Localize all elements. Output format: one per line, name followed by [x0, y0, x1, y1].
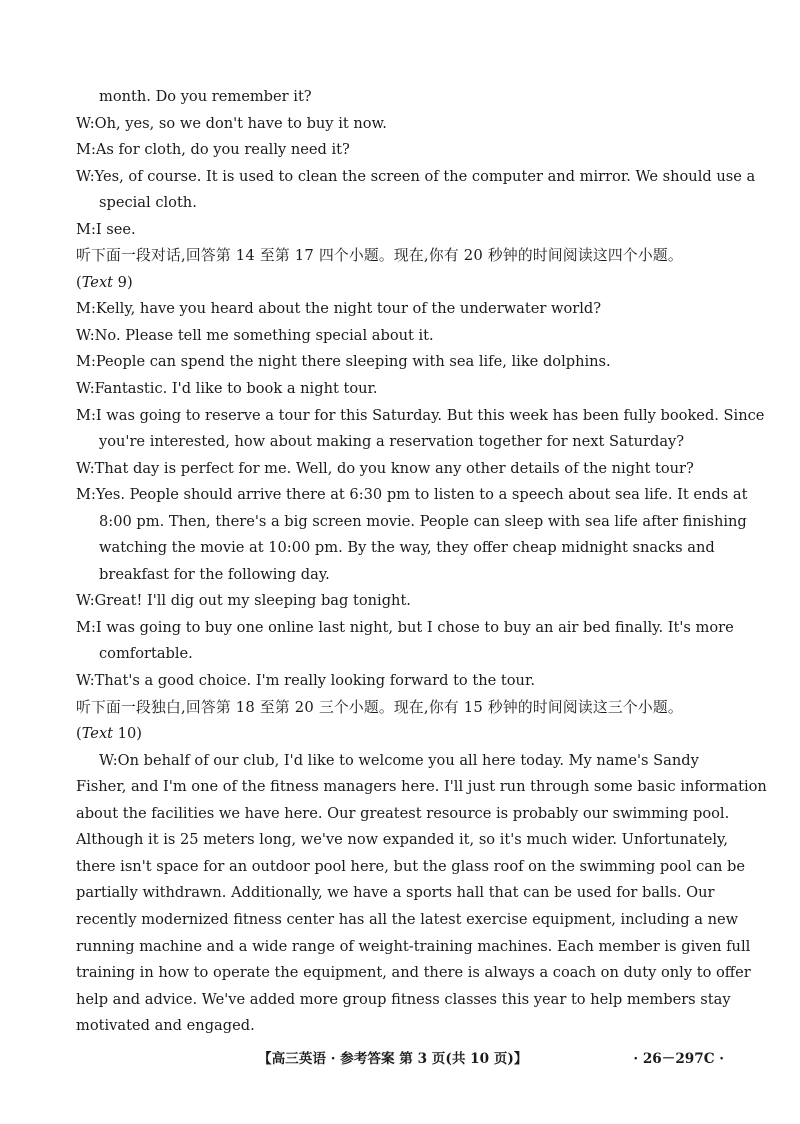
monologue-line: recently modernized fitness center has all the latest exercise equipment, including a new	[76, 910, 739, 928]
continuation-line: watching the movie at 10:00 pm. By the way, they offer cheap midnight snacks and	[99, 539, 715, 557]
speaker-line: M:I was going to buy one online last night, but I chose to buy an air bed finally. It's more	[76, 618, 734, 636]
speaker-line: M:As for cloth, do you really need it?	[76, 141, 350, 159]
continuation-line: you're interested, how about making a reservation together for next Saturday?	[99, 433, 685, 451]
text-label: (Text 9)	[76, 273, 133, 291]
speaker-line: M:Kelly, have you heard about the night tour of the underwater world?	[76, 300, 602, 318]
speaker-line: W:Oh, yes, so we don't have to buy it now.	[76, 114, 387, 132]
speaker-line: W:Great! I'll dig out my sleeping bag tonight.	[76, 592, 411, 610]
instruction-line: 听下面一段独白,回答第 18 至第 20 三个小题。现在,你有 15 秒钟的时间阅读这三个小题。	[76, 698, 683, 716]
transcript-body	[0, 84, 800, 1040]
speaker-line: W:That's a good choice. I'm really looking forward to the tour.	[76, 672, 535, 690]
continuation-line: 8:00 pm. Then, there's a big screen movie. People can sleep with sea life after finishing	[99, 512, 747, 530]
speaker-line: M:People can spend the night there sleeping with sea life, like dolphins.	[76, 353, 611, 371]
speaker-line: W:No. Please tell me something special about it.	[76, 326, 434, 344]
monologue-line: partially withdrawn. Additionally, we have a sports hall that can be used for balls. Our	[76, 884, 715, 902]
speaker-line: M:I was going to reserve a tour for this Saturday. But this week has been fully booked. Since	[76, 406, 765, 424]
monologue-line: help and advice. We've added more group fitness classes this year to help members stay	[76, 990, 731, 1008]
instruction-line: 听下面一段对话,回答第 14 至第 17 四个小题。现在,你有 20 秒钟的时间阅读这四个小题。	[76, 247, 683, 265]
footer-code: · 26－297C ·	[633, 1051, 724, 1067]
speaker-line: W:That day is perfect for me. Well, do you know any other details of the night tour?	[76, 459, 694, 477]
monologue-line: W:On behalf of our club, I'd like to welcome you all here today. My name's Sandy	[99, 751, 699, 769]
continuation-line: comfortable.	[99, 645, 193, 663]
monologue-line: about the facilities we have here. Our greatest resource is probably our swimming pool.	[76, 804, 730, 822]
continuation-line: breakfast for the following day.	[99, 565, 330, 583]
continuation-line: month. Do you remember it?	[99, 88, 312, 105]
continuation-line: special cloth.	[99, 194, 197, 212]
text-label: (Text 10)	[76, 725, 142, 743]
speaker-line: M:I see.	[76, 220, 136, 238]
monologue-line: Although it is 25 meters long, we've now expanded it, so it's much wider. Unfortunately,	[76, 831, 728, 849]
speaker-line: W:Yes, of course. It is used to clean the screen of the computer and mirror. We should use a	[76, 167, 756, 185]
monologue-line: there isn't space for an outdoor pool here, but the glass roof on the swimming pool can be	[76, 857, 746, 875]
footer-page-info: 【高三英语 · 参考答案 第 3 页(共 10 页)】	[258, 1051, 528, 1067]
monologue-line: motivated and engaged.	[76, 1017, 255, 1035]
speaker-line: M:Yes. People should arrive there at 6:30 pm to listen to a speech about sea life. It ends at	[76, 486, 748, 504]
page-footer	[0, 1047, 800, 1071]
monologue-line: training in how to operate the equipment, and there is always a coach on duty only to offer	[76, 964, 751, 982]
speaker-line: W:Fantastic. I'd like to book a night tour.	[76, 380, 378, 398]
monologue-line: running machine and a wide range of weight-training machines. Each member is given full	[76, 937, 751, 955]
monologue-line: Fisher, and I'm one of the fitness managers here. I'll just run through some basic information	[76, 778, 767, 796]
